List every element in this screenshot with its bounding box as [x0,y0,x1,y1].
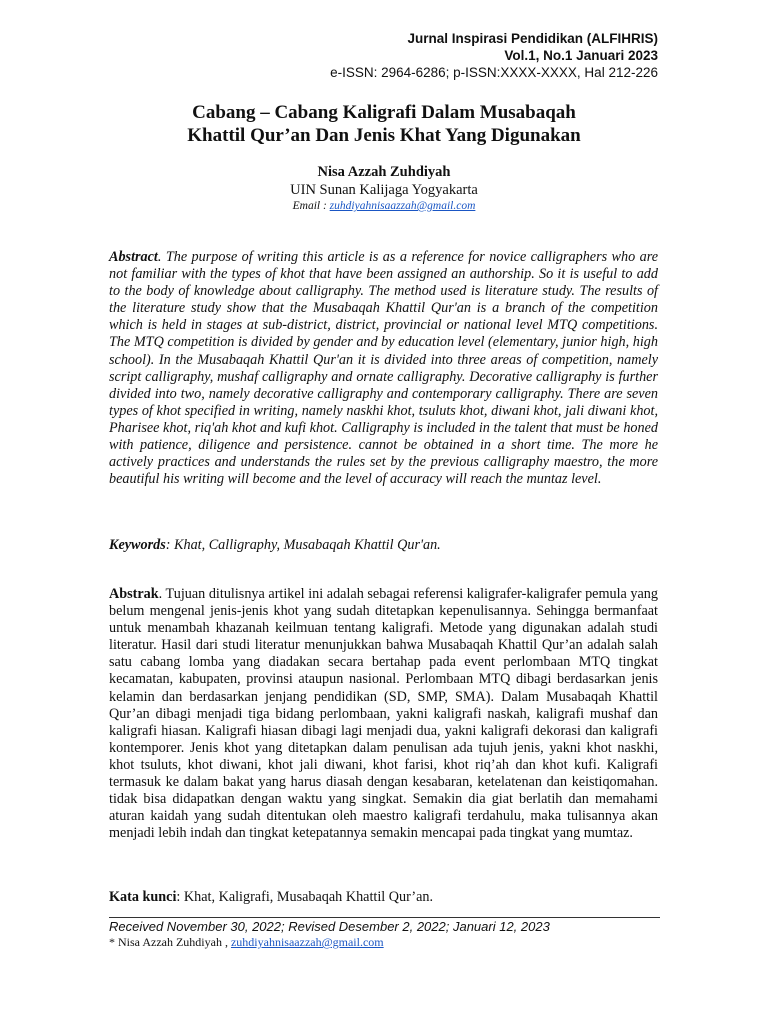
author-email-label: Email : [292,200,330,212]
corresponding-author-email-link[interactable]: zuhdiyahnisaazzah@gmail.com [230,935,384,949]
corresponding-author-name: * Nisa Azzah Zuhdiyah , [109,935,231,949]
journal-header [330,30,658,81]
abstract-indonesian-label: Abstrak [109,586,159,602]
keywords-english-text: : Khat, Calligraphy, Musabaqah Khattil Qur'an. [165,537,441,553]
abstract-indonesian [109,586,658,842]
journal-volume: Vol.1, No.1 Januari 2023 [504,48,658,63]
paper-title-line-1: Cabang – Cabang Kaligrafi Dalam Musabaqah [192,102,576,123]
paper-title-line-2: Khattil Qur’an Dan Jenis Khat Yang Digunakan [187,125,581,146]
keywords-english-label: Keywords [109,537,166,553]
author-email-link[interactable]: zuhdiyahnisaazzah@gmail.com [329,200,476,212]
abstract-english [109,249,658,488]
author-affiliation: UIN Sunan Kalijaga Yogyakarta [290,182,478,198]
abstract-english-text: . The purpose of writing this article is as a reference for novice calligraphers who are not familiar with the types of khot that have been assigned an authorship. So it is useful to add to the body of knowledge about calligraphy. The method used is literature study. The results of the literature study show that the Musabaqah Khattil Qur'an is a branch of the competition which is held in stages at sub-district, district, provincial or national level MTQ competitions. The MTQ competition is divided by gender and by education level (elementary, junior high, high school). In the Musabaqah Khattil Qur'an it is divided into three areas of competition, namely script calligraphy, mushaf calligraphy and ornate calligraphy. Decorative calligraphy is further divided into two, namely decorative calligraphy and contemporary calligraphy. There are seven types of khot specified in writing, namely naskhi khot, tsuluts khot, diwani khot, jali diwani khot, Pharisee khot, riq'ah khot and kufi khot. Calligraphy is included in the talent that must be honed with patience, diligence and persistence. cannot be obtained in a short time. The more he actively practices and understands the rules set by the previous calligraphy maestro, the more beautiful his writing will become and the level of accuracy will reach the muntaz level. [109,249,658,488]
paper-title [60,101,708,147]
author-name: Nisa Azzah Zuhdiyah [317,164,451,180]
keywords-indonesian-label: Kata kunci [109,889,177,905]
author-email-line [0,199,768,214]
received-dates: Received November 30, 2022; Revised Desember 2, 2022; Januari 12, 2023 [109,919,550,934]
corresponding-author [109,935,384,950]
journal-issn: e-ISSN: 2964-6286; p-ISSN:XXXX-XXXX, Hal 212-226 [330,65,658,80]
author-block [0,163,768,214]
keywords-english [109,537,658,554]
keywords-indonesian [109,889,658,906]
keywords-indonesian-text: : Khat, Kaligrafi, Musabaqah Khattil Qur’an. [176,889,434,905]
abstract-english-label: Abstract [109,249,158,265]
abstract-indonesian-text: . Tujuan ditulisnya artikel ini adalah sebagai referensi kaligrafer-kaligrafer pemula yang belum mengenal jenis-jenis khot yang sudah ditetapkan kepenulisannya. Sehingga bermanfaat untuk menambah khazanah keilmuan tentang kaligrafi. Metode yang digunakan adalah studi literatur. Hasil dari studi literatur menunjukkan bahwa Musabaqah Khattil Qur’an adalah salah satu cabang lomba yang diadakan secara bertahap pada event perlombaan MTQ tingkat kecamatan, kabupaten, provinsi ataupun nasional. Perlombaan MTQ dibagi berdasarkan jenis kelamin dan berdasarkan jenjang pendidikan (SD, SMP, SMA). Dalam Musabaqah Khattil Qur’an dibagi menjadi tiga bidang perlombaan, yakni kaligrafi naskah, kaligrafi mushaf dan kaligrafi hiasan. Kaligrafi hiasan dibagi lagi menjadi dua, yakni kaligrafi dekorasi dan kaligrafi kontemporer. Jenis khot yang ditetapkan dalam penulisan ada tujuh jenis, yakni khot naskhi, khot tsuluts, khot diwani, khot jali diwani, khot farisi, khot riq’ah dan khot kufi. Kaligrafi termasuk ke dalam bakat yang harus diasah dengan kesabaran, ketelatenan dan keistiqomahan. tidak bisa didapatkan dengan waktu yang singkat. Semakin dia giat berlatih dan memahami aturan kaidah yang sudah ditentukan oleh maestro kaligrafi terdahulu, maka tulisannya akan menjadi lebih indah dan tingkat ketepatannya semakin mencapai pada tingkat yang mumtaz. [109,586,658,842]
footer-divider [109,917,660,918]
journal-name: Jurnal Inspirasi Pendidikan (ALFIHRIS) [407,31,658,46]
